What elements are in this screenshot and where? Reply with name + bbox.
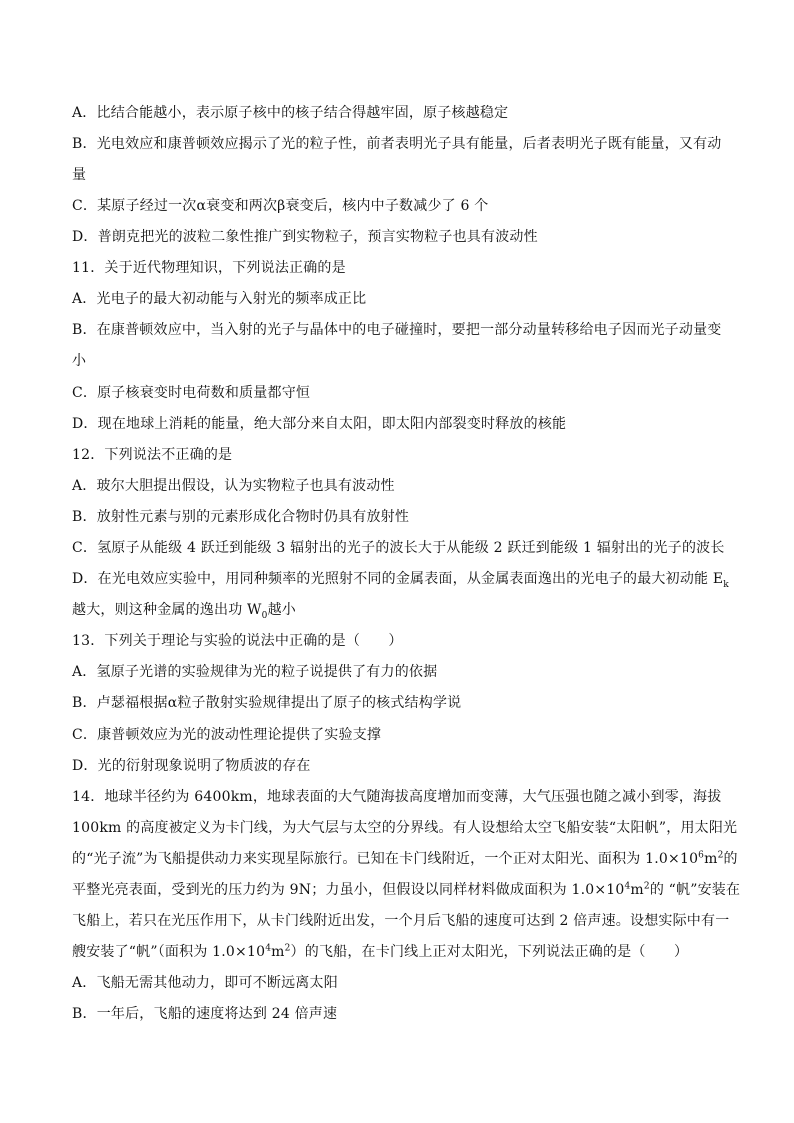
option-b-q14: B．一年后，飞船的速度将达到 24 倍声速	[72, 1006, 338, 1022]
superscript-2: 2	[643, 881, 650, 892]
option-b-q11-cont: 小	[72, 353, 87, 369]
question-14-line-3	[72, 849, 738, 869]
question-11: 11．关于近代物理知识，下列说法正确的是	[72, 260, 346, 276]
option-a-q14: A．飞船无需其他动力，即可不断远离太阳	[72, 975, 338, 991]
subscript-k: k	[723, 579, 729, 590]
question-14-line-6	[72, 942, 722, 962]
option-c-q10: C．某原子经过一次α衰变和两次β衰变后，核内中子数减少了 6 个	[72, 198, 489, 214]
superscript-4: 4	[624, 881, 631, 892]
superscript-6: 6	[698, 850, 705, 861]
q14-line6-text: 艘安装了“帆”（面积为 1.0×10	[72, 944, 266, 960]
option-c-q13: C．康普顿效应为光的波动性理论提供了实验支撑	[72, 727, 382, 743]
option-c-q11: C．原子核衰变时电荷数和质量都守恒	[72, 385, 311, 401]
option-a-q10: A．比结合能越小，表示原子核中的核子结合得越牢固，原子核越稳定	[72, 105, 509, 121]
option-a-q13: A．氢原子光谱的实验规律为光的粒子说提供了有力的依据	[72, 664, 438, 680]
option-c-q12: C．氢原子从能级 4 跃迁到能级 3 辐射出的光子的波长大于从能级 2 跃迁到能级 1 辐射出的光子的波长	[72, 540, 725, 556]
q14-line4-text: 平整光亮表面，受到光的压力约为 9N；力虽小，但假设以同样材料做成面积为 1.0×10	[72, 882, 625, 898]
superscript-2: 2	[284, 943, 291, 954]
question-13: 13．下列关于理论与实验的说法中正确的是（ ）	[72, 633, 403, 649]
option-b-q12: B．放射性元素与别的元素形成化合物时仍具有放射性	[72, 509, 410, 525]
question-14: 14．地球半径约为 6400km，地球表面的大气随海拔高度增加而变薄，大气压强也随之减小到零，海拔	[72, 789, 722, 805]
subscript-0: 0	[261, 610, 268, 621]
q14-line4-end: 的 “帆”安装在	[649, 882, 741, 898]
question-14-line-4	[72, 880, 741, 900]
question-14-line-2: 100km 的高度被定义为卡门线，为大气层与太空的分界线。有人设想给太空飞船安装“太阳帆”，用太阳光	[72, 820, 738, 836]
question-12: 12．下列说法不正确的是	[72, 447, 233, 463]
option-b-q10-cont: 量	[72, 167, 87, 183]
unit-m: m	[271, 944, 285, 960]
option-d-q11: D．现在地球上消耗的能量，绝大部分来自太阳，即太阳内部裂变时释放的核能	[72, 416, 567, 432]
option-d-q12	[72, 569, 729, 590]
option-a-q12: A．玻尔大胆提出假设，认为实物粒子也具有波动性	[72, 478, 395, 494]
unit-m: m	[630, 882, 644, 898]
option-d-q13: D．光的衍射现象说明了物质波的存在	[72, 758, 311, 774]
option-a-q11: A．光电子的最大初动能与入射光的频率成正比	[72, 291, 367, 307]
unit-m: m	[704, 851, 718, 867]
question-14-line-5: 飞船上，若只在光压作用下，从卡门线附近出发，一个月后飞船的速度可达到 2 倍声速。设想实际中有一	[72, 913, 730, 929]
option-d-q12-cont	[72, 600, 722, 620]
option-d-q12-text: D．在光电效应实验中，用同种频率的光照射不同的金属表面，从金属表面逸出的光电子的最大初动能 E	[72, 571, 724, 587]
q14-line3-text: 的“光子流”为飞船提供动力来实现星际旅行。已知在卡门线附近，一个正对太阳光、面积为 1.0×10	[72, 851, 699, 867]
option-d-q12-cont-end: 越小	[267, 602, 296, 618]
option-d-q12-cont-text: 越大，则这种金属的逸出功 W	[72, 602, 262, 618]
option-d-q10: D．普朗克把光的波粒二象性推广到实物粒子，预言实物粒子也具有波动性	[72, 229, 538, 245]
q14-line6-end: ）的飞船，在卡门线上正对太阳光，下列说法正确的是（ ）	[290, 944, 689, 960]
q14-line3-end: 的	[723, 851, 738, 867]
superscript-4: 4	[265, 943, 272, 954]
option-b-q10: B．光电效应和康普顿效应揭示了光的粒子性，前者表明光子具有能量，后者表明光子既有能量，又有动	[72, 136, 722, 152]
superscript-2: 2	[717, 850, 724, 861]
option-b-q11: B．在康普顿效应中，当入射的光子与晶体中的电子碰撞时，要把一部分动量转移给电子因而光子动量变	[72, 322, 722, 338]
option-b-q13: B．卢瑟福根据α粒子散射实验规律提出了原子的核式结构学说	[72, 695, 462, 711]
